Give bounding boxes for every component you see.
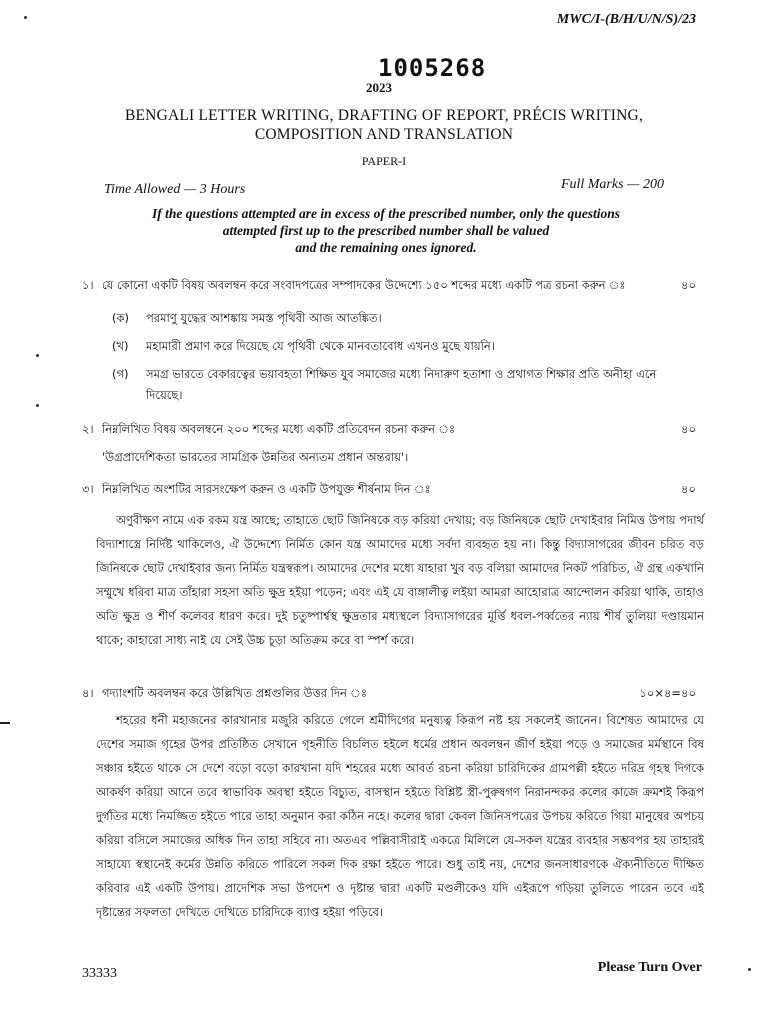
margin-mark	[0, 722, 10, 724]
q1-option-ga	[112, 364, 692, 406]
paper-code: MWC/I-(B/H/U/N/S)/23	[556, 12, 696, 27]
serial-number: 1005268	[378, 54, 487, 82]
instruction-line-2: attempted first up to the prescribed number shall be valued	[222, 223, 550, 238]
scan-speck	[748, 968, 751, 971]
question-3	[82, 480, 702, 498]
q1-option-kha	[112, 336, 692, 357]
report-topic: 'উগ্রপ্রাদেশিকতা ভারতের সামগ্রিক উন্নতির অন্যতম প্রধান অন্তরায়'।	[102, 450, 409, 464]
option-label: (ক)	[112, 311, 130, 325]
question-number: ২।	[82, 422, 94, 436]
q1-option-ka	[112, 308, 692, 329]
question-marks: ৪০	[681, 278, 696, 292]
question-2	[82, 420, 702, 438]
full-marks: Full Marks — 200	[560, 177, 664, 192]
question-text: যে কোনো একটি বিষয় অবলম্বন করে সংবাদপত্রের সম্পাদকের উদ্দেশ্যে ১৫০ শব্দের মধ্যে একটি পত্র রচনা করুন ঃ	[102, 278, 626, 292]
question-number: ১।	[82, 278, 94, 292]
title-line-2: COMPOSITION AND TRANSLATION	[254, 126, 514, 143]
question-number: ৩।	[82, 482, 94, 496]
option-text: পরমাণু যুদ্ধের আশঙ্কায় সমস্ত পৃথিবী আজ আতঙ্কিত।	[146, 311, 382, 325]
please-turn-over: Please Turn Over	[597, 960, 702, 975]
option-label: (খ)	[112, 339, 129, 353]
instructions	[96, 205, 676, 256]
precis-passage: অণুবীক্ষণ নামে এক রকম যন্ত্র আছে; তাহাতে ছোট জিনিষকে বড় করিয়া দেখায়; বড় জিনিষকে ছোট দেখাইবার নিমিত্ত উপায় পদার্থ বিদ্যাশাস্ত্রে নির্দিষ্ট থাকিলেও, ঐ উদ্দেশ্যে নির্মিত কোন যন্ত্র আমাদের মধ্যে সর্বদা ব্যবহৃত হয় না। কিন্তু বিদ্যাসাগরের জীবন চরিত বড় জিনিষকে ছোট দেখাইবার জন্য নির্মিত যন্ত্রস্বরূপ। আমাদের দেশের মধ্যে যাহারা খুব বড় বলিয়া আমাদের নিকট পরিচিত, ঐ গ্রন্থ একখানি সম্মুখে ধরিবা মাত্র তাঁহারা সহসা অতি ক্ষুদ্র হইয়া পড়েন; এবং এই যে বাঙ্গালীত্ব লইয়া আমরা আহোরাত্র আন্দোলন করিয়া থাকি, তাহাও অতি ক্ষুদ্র ও শীর্ণ কলেবর ধারণ করে। দুই চতুষ্পার্শ্বস্থ ক্ষুদ্রতার মধ্যস্থলে বিদ্যাসাগরের মূর্ত্তি ধবল-পর্ব্বতের ন্যায় শীর্ষ তুলিয়া দণ্ডায়মান থাকে; কাহারো সাধ্য নাই যে সেই উচ্চ চূড়া অতিক্রম করে বা স্পর্শ করে।	[96, 513, 704, 647]
instruction-line-3: and the remaining ones ignored.	[295, 240, 477, 255]
scan-speck	[24, 16, 27, 19]
scan-speck	[36, 354, 39, 357]
time-allowed: Time Allowed — 3 Hours	[104, 182, 246, 197]
exam-year: 2023	[366, 80, 392, 95]
question-text: নিম্নলিখিত বিষয় অবলম্বনে ২০০ শব্দের মধ্যে একটি প্রতিবেদন রচনা করুন ঃ	[102, 422, 456, 436]
paper-title	[0, 106, 768, 144]
option-continuation: দিয়েছে।	[146, 388, 183, 402]
comprehension-passage: শহরের ধনী মহাজনের কারখানার মজুরি করিতে গেলে শ্রমীদিগের মনুষ্যত্ব কিরূপ নষ্ট হয় সকলেই জানেন। বিশেষত আমাদের যে দেশের সমাজ গৃহের উপর প্রতিষ্ঠিত সেখানে গৃহনীতি বিচলিত হইলে ধর্মের প্রধান অবলম্বন জীর্ণ হইয়া পড়ে ও সমাজের মর্মস্থানে বিষ সঞ্চার হইতে থাকে সে দেশে বড়ো বড়ো কারখানা যদি শহরের মধ্যে আবর্ত রচনা করিয়া চারিদিকের গ্রামপল্লী হইতে দরিদ্র গৃহস্থ দিগকে আকর্ষণ করিয়া আনে তবে স্বাভাবিক অবস্থা হইতে বিচ্যুত, বাসস্থান হইতে বিশ্লিষ্ট স্ত্রী-পুরুষগণ নিরানন্দকর কলের কাজে ক্রমশই কিরূপ দুর্গতির মধ্যে নিমজ্জিত হইতে পারে তাহা অনুমান করা কঠিন নহে। কলের দ্বারা কেবল জিনিসপত্রের উপচয় করিতে গিয়া মানুষের অপচয় করিয়া বসিলে সমাজের অধিক দিন তাহা সহিবে না। অতএব পল্লিবাসীরাই একত্রে মিলিলে যে-সকল যন্ত্রের ব্যবহার সম্ভবপর হয় তাহারই সাহায্যে স্বস্থানেই কর্মের উন্নতি করিতে পারিলে সকল দিক রক্ষা হইতে পারে। শুধু তাই নয়, দেশের জনসাধারণকে ঐক্যনীতিতে দীক্ষিত করিবার এই একটি উপায়। প্রাদেশিক সভা উপদেশ ও দৃষ্টান্ত দ্বারা একটি মণ্ডলীকেও যদি এইরূপে গড়িয়া তুলিতে পারেন তবে এই দৃষ্টান্তের সফলতা দেখিতে দেখিতে চারিদিকে ব্যাপ্ত হইয়া পড়িবে।	[96, 713, 704, 919]
scan-speck	[36, 404, 39, 407]
instruction-line-1: If the questions attempted are in excess of the prescribed number, only the questions	[151, 206, 620, 221]
question-4	[82, 684, 702, 702]
title-line-1: BENGALI LETTER WRITING, DRAFTING OF REPORT, PRÉCIS WRITING,	[124, 107, 644, 124]
option-label: (গ)	[112, 367, 129, 381]
question-marks: ৪০	[681, 422, 696, 436]
footer-code: 33333	[82, 966, 117, 981]
question-text: নিম্নলিখিত অংশটির সারসংক্ষেপ করুন ও একটি উপযুক্ত শীর্ষনাম দিন ঃ	[102, 482, 431, 496]
question-1	[82, 276, 702, 294]
question-number: ৪।	[82, 686, 94, 700]
paper-label: PAPER-I	[361, 154, 407, 168]
question-text: গদ্যাংশটি অবলম্বন করে উল্লিখিত প্রশ্নগুলির উত্তর দিন ঃ	[102, 686, 367, 700]
question-marks: ১০×৪=৪০	[639, 686, 696, 700]
option-text: সমগ্র ভারতে বেকারত্বের ভয়াবহতা শিক্ষিত যুব সমাজের মধ্যে নিদারুণ হতাশা ও প্রথাগত শিক্ষার প্রতি অনীহা এনে	[146, 367, 657, 381]
option-text: মহামারী প্রমাণ করে দিয়েছে যে পৃথিবী থেকে মানবতাবোধ এখনও মুছে যায়নি।	[146, 339, 495, 353]
question-marks: ৪০	[681, 482, 696, 496]
